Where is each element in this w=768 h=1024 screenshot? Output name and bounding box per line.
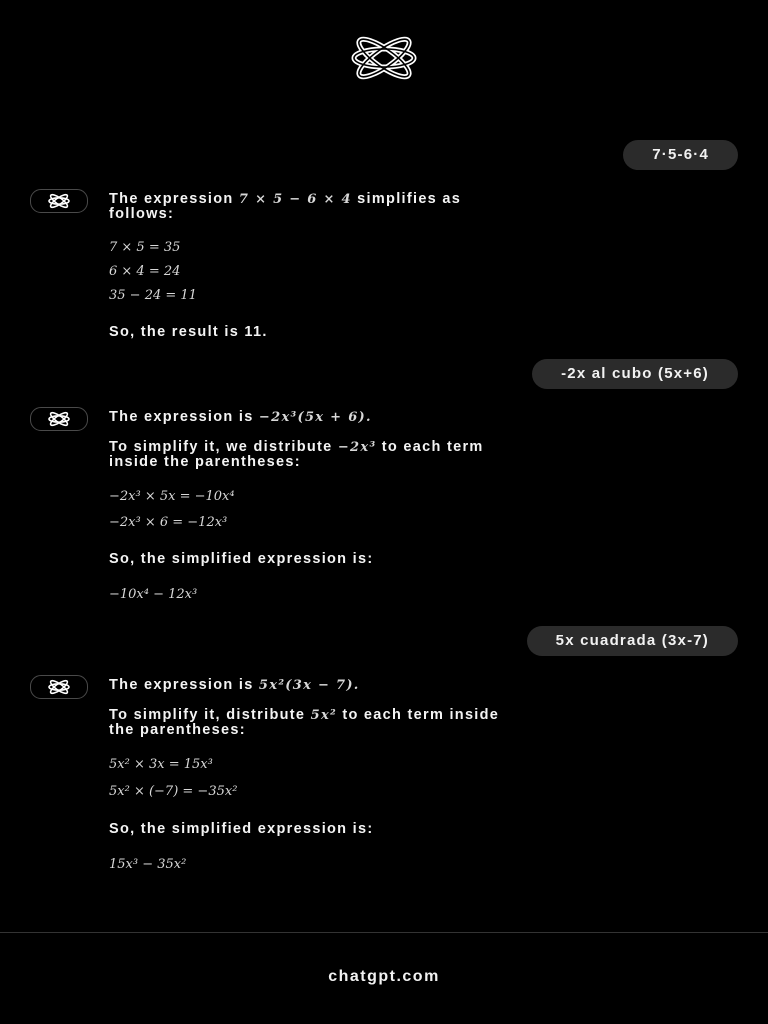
message-paragraph: So, the simplified expression is: — [109, 551, 374, 567]
message-paragraph: To simplify it, distribute 5x² to each term inside — [109, 707, 500, 723]
openai-logo-icon — [44, 193, 74, 209]
inline-math: 5x²(3x − 7). — [258, 678, 360, 693]
inline-math: −2x³(5x + 6). — [258, 410, 372, 425]
user-message-bubble[interactable]: 5x cuadrada (3x-7) — [527, 626, 738, 656]
footer-domain[interactable]: chatgpt.com — [328, 968, 440, 985]
assistant-avatar — [30, 189, 88, 213]
assistant-message — [109, 708, 709, 738]
math-step: 7 × 5 = 35 — [109, 240, 181, 255]
message-paragraph: the parentheses: — [109, 722, 246, 738]
user-message-bubble[interactable]: 7·5-6·4 — [623, 140, 738, 170]
math-step: 5x² × (−7) = −35x² — [109, 784, 238, 799]
assistant-avatar — [30, 675, 88, 699]
assistant-message — [109, 440, 709, 470]
final-expression: 15x³ − 35x² — [109, 857, 187, 872]
user-message-bubble[interactable]: -2x al cubo (5x+6) — [532, 359, 738, 389]
inline-math: 5x² — [310, 708, 337, 723]
final-expression: −10x⁴ − 12x³ — [109, 587, 198, 602]
result-text: So, the result is 11. — [109, 324, 268, 340]
math-step: −2x³ × 5x = −10x⁴ — [109, 489, 235, 504]
math-step: 6 × 4 = 24 — [109, 264, 181, 279]
openai-logo-icon — [44, 679, 74, 695]
message-paragraph: To simplify it, we distribute −2x³ to each term — [109, 439, 484, 455]
assistant-message — [109, 192, 709, 222]
message-paragraph: So, the simplified expression is: — [109, 821, 374, 837]
openai-logo — [0, 34, 768, 84]
math-step: 35 − 24 = 11 — [109, 288, 197, 303]
openai-logo-icon — [332, 34, 436, 82]
inline-math: 7 × 5 − 6 × 4 — [238, 192, 352, 207]
math-step: 5x² × 3x = 15x³ — [109, 757, 213, 772]
inline-math: −2x³ — [337, 440, 377, 455]
math-step: −2x³ × 6 = −12x³ — [109, 515, 228, 530]
message-paragraph: The expression is 5x²(3x − 7). — [109, 677, 360, 693]
message-paragraph: follows: — [109, 206, 175, 222]
message-paragraph: The expression 7 × 5 − 6 × 4 simplifies as — [109, 191, 462, 207]
footer-divider — [0, 932, 768, 933]
message-paragraph: inside the parentheses: — [109, 454, 301, 470]
message-paragraph: The expression is −2x³(5x + 6). — [109, 409, 372, 425]
assistant-avatar — [30, 407, 88, 431]
openai-logo-icon — [44, 411, 74, 427]
